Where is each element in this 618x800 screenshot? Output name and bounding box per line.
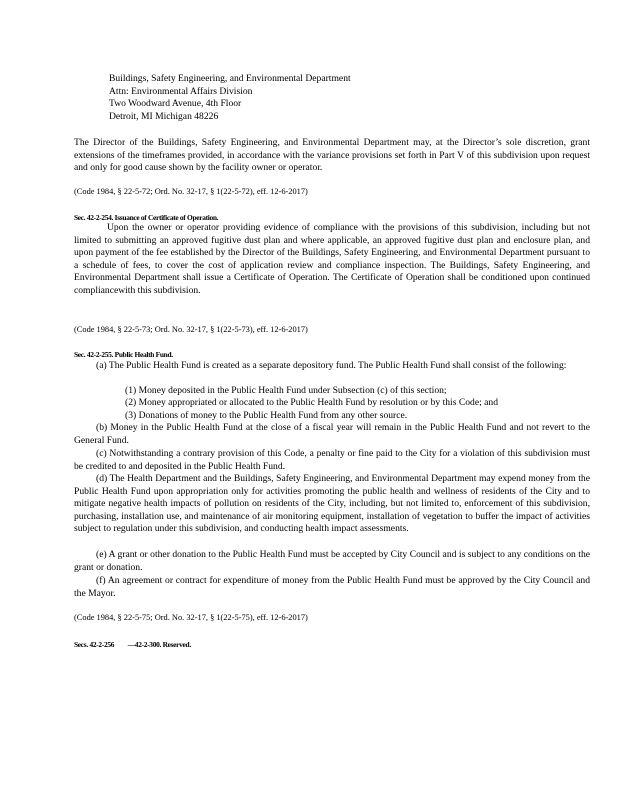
extension-paragraph: The Director of the Buildings, Safety Engineering, and Environmental Department may, at the Director’s sole discretion, grant extensions of the timeframes provided, in accordance with the variance provisions set forth in Part V of this subdivision upon request and only for good cause shown by the facility owner or operator.: [74, 137, 590, 174]
subsection-b: (b) Money in the Public Health Fund at the close of a fiscal year will remain in the Public Health Fund and not revert to the General Fund.: [74, 422, 590, 446]
subsection-d: (d) The Health Department and the Buildings, Safety Engineering, and Environmental Department may expend money from the Public Health Fund upon appropriation only for activities promoting the public health and wellness of residents of the City and to mitigate negative health impacts of pollution on residents of the City, including, but not limited to, enforcement of this subdivision, purchasing, installation use, and maintenance of air monitoring equipment, installation of vegetation to buffer the impact of activities subject to regulation under this subdivision, and conducting health impact assessments.: [74, 473, 590, 535]
citation-22-5-72: (Code 1984, § 22-5-72; Ord. No. 32-17, § 1(22-5-72), eff. 12-6-2017): [74, 187, 308, 196]
subsection-f: (f) An agreement or contract for expenditure of money from the Public Health Fund must be approved by the City Council and the Mayor.: [74, 575, 590, 599]
citation-22-5-73: (Code 1984, § 22-5-73; Ord. No. 32-17, § 1(22-5-73), eff. 12-6-2017): [74, 325, 308, 334]
subsection-e: (e) A grant or other donation to the Public Health Fund must be accepted by City Council and is subject to any conditions on the grant or donation.: [74, 549, 590, 573]
subsection-a-item-2: (2) Money appropriated or allocated to the Public Health Fund by resolution or by this Code; and: [125, 397, 499, 408]
section-heading-255: Sec. 42-2-255. Public Health Fund.: [74, 350, 173, 359]
address-line-street: Two Woodward Avenue, 4th Floor: [109, 98, 242, 110]
subsection-a: (a) The Public Health Fund is created as a separate depository fund. The Public Health Fund shall consist of the following:: [96, 360, 567, 371]
reserved-range-start: Secs. 42-2-256: [74, 640, 115, 649]
mailing-address: [109, 73, 351, 123]
reserved-sections: [74, 639, 590, 652]
section-254-body: Upon the owner or operator providing evidence of compliance with the provisions of this subdivision, including but not limited to submitting an approved fugitive dust plan and where applicable, an approved fugitive dust plan and enclosure plan, and upon payment of the fee established by the Director of the Buildings, Safety Engineering, and Environmental Department pursuant to a schedule of fees, to cover the cost of application review and compliance inspection. The Buildings, Safety Engineering, and Environmental Department shall issue a Certificate of Operation. The Certificate of Operation shall be conditioned upon continued compliancewith this subdivision.: [74, 222, 590, 296]
subsection-a-item-3: (3) Donations of money to the Public Health Fund from any other source.: [125, 410, 408, 421]
subsection-a-item-1: (1) Money deposited in the Public Health Fund under Subsection (c) of this section;: [125, 385, 447, 396]
address-line-city: Detroit, MI Michigan 48226: [109, 110, 219, 122]
citation-22-5-75: (Code 1984, § 22-5-75; Ord. No. 32-17, § 1(22-5-75), eff. 12-6-2017): [74, 613, 308, 622]
reserved-range-end: —42-2-300. Reserved.: [127, 640, 191, 649]
subsection-c: (c) Notwithstanding a contrary provision of this Code, a penalty or fine paid to the City for a violation of this subdivision must be credited to and deposited in the Public Health Fund.: [74, 448, 590, 472]
address-line-department: Buildings, Safety Engineering, and Environmental Department: [109, 73, 351, 84]
section-heading-254: Sec. 42-2-254. Issuance of Certificate of Operation.: [74, 213, 219, 222]
address-line-attn: Attn: Environmental Affairs Division: [109, 85, 253, 97]
